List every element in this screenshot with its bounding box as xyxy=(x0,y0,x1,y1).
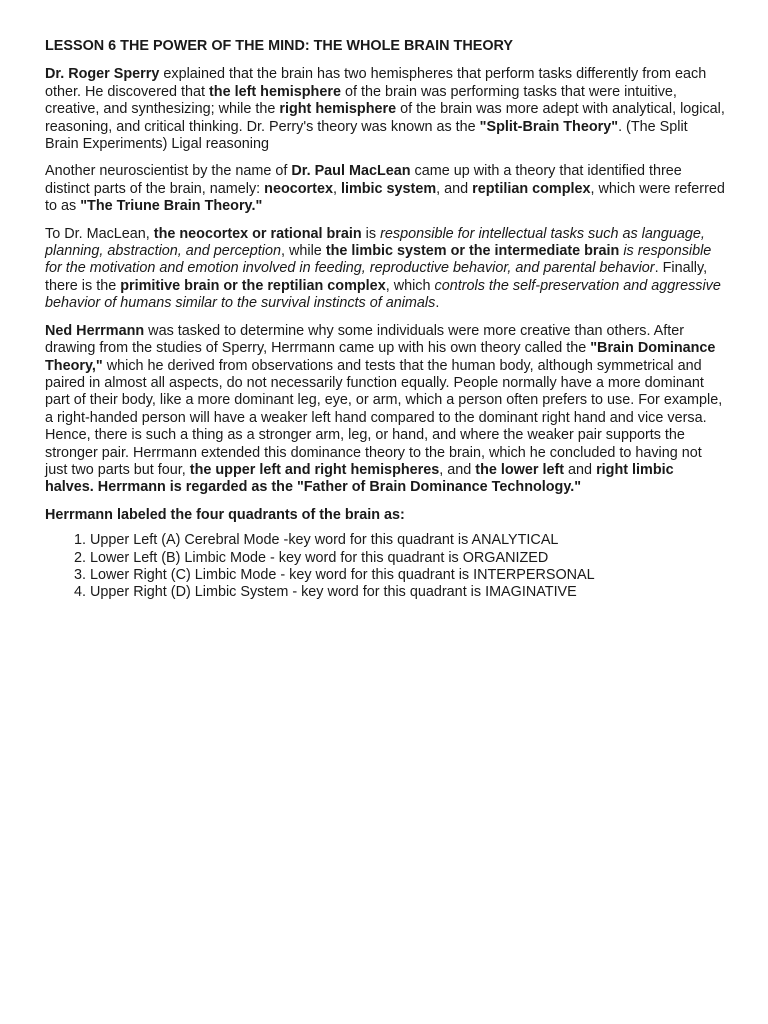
quadrant-item: 3. Lower Right (C) Limbic Mode - key word for this quadrant is INTERPERSONAL xyxy=(90,567,725,584)
paragraph-herrmann xyxy=(45,323,725,497)
italic-text-run: controls the self-preservation and aggressive behavior of humans similar to the survival instincts of animals xyxy=(45,277,721,312)
quadrants-heading: Herrmann labeled the four quadrants of the brain as: xyxy=(45,506,405,523)
bold-text-run: right hemisphere xyxy=(279,101,397,118)
text-run: explained that the brain has two hemispheres that perform tasks differently from each other. He discovered that xyxy=(45,66,707,100)
text-run: and xyxy=(564,461,597,478)
quadrant-item: 1. Upper Left (A) Cerebral Mode -key word for this quadrant is ANALYTICAL xyxy=(90,532,725,549)
bold-text-run: Dr. Roger Sperry xyxy=(45,66,160,83)
bold-text-run: Ned Herrmann xyxy=(45,322,145,339)
bold-text-run: "Brain Dominance Theory," xyxy=(45,340,716,374)
text-run: of the brain was more adept with analytical, logical, reasoning, and critical thinking. Dr. Perry's theory was known as the xyxy=(45,101,725,135)
bold-text-run: primitive brain or the reptilian complex xyxy=(120,277,386,294)
text-run: , which were referred to as xyxy=(45,180,725,215)
text-run: , xyxy=(332,180,341,197)
text-run: To Dr. MacLean, xyxy=(45,225,154,242)
bold-text-run: the left hemisphere xyxy=(209,83,341,100)
text-run: , and xyxy=(436,180,473,197)
quadrant-item: 2. Lower Left (B) Limbic Mode - key word for this quadrant is ORGANIZED xyxy=(90,550,725,567)
bold-text-run: reptilian complex xyxy=(472,180,591,197)
paragraph-sperry xyxy=(45,66,725,153)
text-run: . Finally, there is the xyxy=(45,260,708,294)
bold-text-run: the lower left xyxy=(475,461,565,478)
bold-text-run: right limbic halves. Herrmann is regarded as the "Father of Brain Dominance Technology." xyxy=(45,461,674,496)
text-run: . (The Split Brain Experiments) Ligal reasoning xyxy=(45,118,688,153)
quadrant-item: 4. Upper Right (D) Limbic System - key word for this quadrant is IMAGINATIVE xyxy=(90,584,725,601)
text-run: , and xyxy=(439,461,476,478)
bold-text-run: "The Triune Brain Theory." xyxy=(80,198,263,215)
bold-text-run: the limbic system or the intermediate brain xyxy=(325,243,620,260)
italic-text-run: is responsible for the motivation and emotion involved in feeding, reproductive behavior, and parental behavior xyxy=(45,243,712,277)
text-run: is xyxy=(361,225,381,242)
bold-text-run: the upper left and right hemispheres xyxy=(189,461,440,478)
text-run: Another neuroscientist by the name of xyxy=(45,163,292,180)
text-run: , which xyxy=(385,277,435,294)
italic-text-run: responsible for intellectual tasks such as language, planning, abstraction, and perception xyxy=(45,225,705,260)
bold-text-run: "Split-Brain Theory" xyxy=(479,118,619,135)
text-run: which he derived from observations and tests that the human body, although symmetrical and paired in almost all aspects, do not necessarily function equally. People normally have a more dominant part of their body, like a more dominant leg, eye, or arm, which a person often prefers to use. For example, a right-handed person will have a weaker left hand compared to the dominant right hand and vice versa. Hence, there is such a thing as a stronger arm, leg, or hand, and where the weaker pair supports the stronger pair. Herrmann extended this dominance theory to the brain, which he concluded to having not just two parts but four, xyxy=(45,357,723,478)
paragraph-maclean xyxy=(45,163,725,215)
document-page xyxy=(45,38,725,602)
text-run: was tasked to determine why some individuals were more creative than others. After drawing from the studies of Sperry, Herrmann came up with his own theory called the xyxy=(45,322,685,357)
bold-text-run: the neocortex or rational brain xyxy=(153,225,362,242)
text-run: , while xyxy=(281,243,326,260)
paragraph-triune-brain xyxy=(45,226,725,313)
bold-text-run: neocortex xyxy=(264,180,333,197)
quadrants-list xyxy=(45,532,725,602)
bold-text-run: Dr. Paul MacLean xyxy=(291,163,411,180)
text-run: came up with a theory that identified three distinct parts of the brain, namely: xyxy=(45,163,682,197)
lesson-title: LESSON 6 THE POWER OF THE MIND: THE WHOLE BRAIN THEORY xyxy=(45,38,513,54)
bold-text-run: limbic system xyxy=(340,180,437,197)
text-run: . xyxy=(435,295,440,312)
text-run: of the brain was performing tasks that were intuitive, creative, and synthesizing; while the xyxy=(45,83,677,118)
